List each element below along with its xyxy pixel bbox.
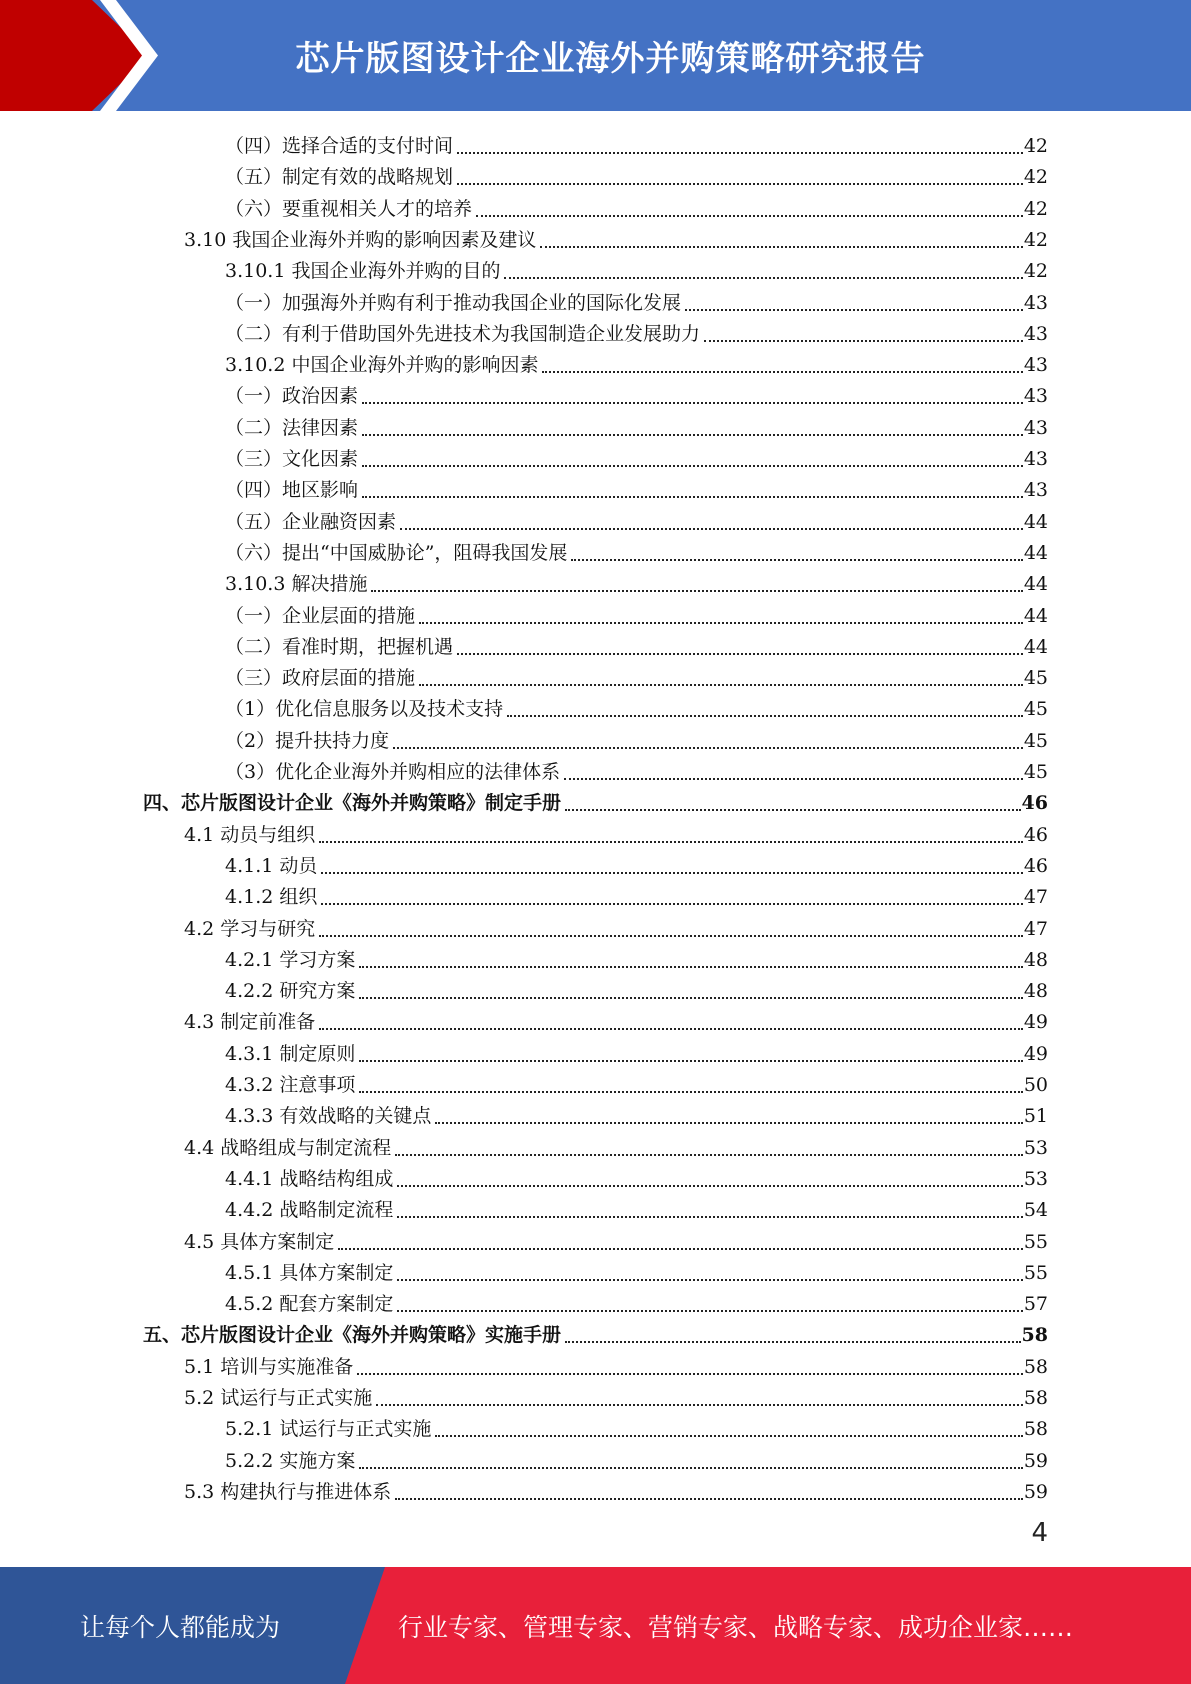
toc-entry[interactable] <box>225 1410 1048 1441</box>
toc-entry-label: 3.10.1 我国企业海外并购的目的 <box>225 260 501 283</box>
toc-entry-page: 43 <box>1023 354 1048 377</box>
toc-entry-label: 5.3 构建执行与推进体系 <box>184 1480 392 1503</box>
toc-leader-dots <box>457 183 1023 185</box>
toc-entry-page: 44 <box>1023 541 1048 564</box>
toc-entry[interactable] <box>225 1442 1048 1473</box>
toc-entry[interactable] <box>225 190 1048 221</box>
toc-entry[interactable] <box>225 941 1048 972</box>
toc-entry[interactable] <box>225 346 1048 377</box>
toc-entry[interactable] <box>225 377 1048 408</box>
toc-entry-page: 43 <box>1023 448 1048 470</box>
footer-slogan-right: 行业专家、管理专家、营销专家、战略专家、成功企业家…… <box>398 1612 1074 1642</box>
toc-entry[interactable] <box>225 503 1048 534</box>
toc-entry-page: 47 <box>1023 886 1048 909</box>
toc-entry-label: （三）文化因素 <box>225 448 359 470</box>
toc-entry-label: （三）政府层面的措施 <box>225 667 416 690</box>
toc-entry-label: 4.1 动员与组织 <box>184 823 316 846</box>
toc-entry[interactable] <box>184 1348 1048 1379</box>
toc-entry-label: 4.4.2 战略制定流程 <box>225 1199 394 1222</box>
toc-entry-label: （二）有利于借助国外先进技术为我国制造企业发展助力 <box>225 322 701 345</box>
toc-leader-dots <box>476 215 1023 217</box>
toc-leader-dots <box>359 1060 1022 1062</box>
toc-entry[interactable] <box>225 878 1048 909</box>
toc-entry-label: 3.10.2 中国企业海外并购的影响因素 <box>225 354 539 377</box>
toc-entry-page: 57 <box>1023 1293 1048 1316</box>
toc-entry-label: （2）提升扶持力度 <box>225 729 390 752</box>
toc-entry-label: 3.10 我国企业海外并购的影响因素及建议 <box>184 228 537 251</box>
toc-entry-page: 54 <box>1023 1199 1048 1222</box>
toc-entry-label: 4.1.1 动员 <box>225 854 318 877</box>
toc-leader-dots <box>362 402 1023 404</box>
toc-entry-label: 4.3.2 注意事项 <box>225 1074 356 1096</box>
toc-entry-page: 44 <box>1023 604 1048 627</box>
toc-entry[interactable] <box>225 1285 1048 1316</box>
toc-entry-label: （六）提出“中国威胁论”，阻碍我国发展 <box>225 541 568 564</box>
toc-entry-label: 4.5 具体方案制定 <box>184 1230 335 1253</box>
toc-entry-page: 58 <box>1023 1418 1048 1441</box>
toc-entry[interactable] <box>225 471 1048 502</box>
toc-entry-page: 42 <box>1023 166 1048 189</box>
toc-entry-page: 43 <box>1023 291 1048 314</box>
toc-entry[interactable] <box>225 534 1048 565</box>
toc-leader-dots <box>393 747 1023 749</box>
toc-entry-label: 5.1 培训与实施准备 <box>184 1355 354 1378</box>
toc-entry-page: 48 <box>1023 980 1048 1003</box>
page-number: 4 <box>1031 1518 1048 1548</box>
toc-entry-page: 55 <box>1023 1261 1048 1284</box>
toc-entry[interactable] <box>225 284 1048 315</box>
toc-leader-dots <box>564 778 1023 780</box>
footer-slogan-left: 让每个人都能成为 <box>79 1612 280 1642</box>
toc-entry[interactable] <box>225 1191 1048 1222</box>
header-arrow-graphic <box>0 0 160 111</box>
toc-entry-page: 45 <box>1023 729 1048 752</box>
toc-entry[interactable] <box>143 1316 1048 1347</box>
toc-entry-label: 4.3.1 制定原则 <box>225 1042 356 1065</box>
toc-leader-dots <box>376 1404 1023 1406</box>
toc-entry-page: 59 <box>1023 1449 1048 1472</box>
toc-entry-label: （六）要重视相关人才的培养 <box>225 197 473 220</box>
toc-entry-label: 4.3 制定前准备 <box>184 1011 316 1034</box>
toc-entry[interactable] <box>184 816 1048 847</box>
toc-leader-dots <box>321 872 1022 874</box>
toc-entry-page: 42 <box>1023 135 1048 157</box>
toc-entry[interactable] <box>184 1223 1048 1254</box>
toc-entry[interactable] <box>225 597 1048 628</box>
toc-leader-dots <box>359 997 1022 999</box>
toc-leader-dots <box>565 1341 1021 1343</box>
toc-entry-label: 4.3.3 有效战略的关键点 <box>225 1105 432 1128</box>
toc-entry[interactable] <box>225 1066 1048 1097</box>
toc-entry[interactable] <box>225 659 1048 690</box>
toc-entry[interactable] <box>225 127 1048 158</box>
toc-leader-dots <box>704 340 1023 342</box>
toc-entry[interactable] <box>225 409 1048 440</box>
toc-entry[interactable] <box>225 847 1048 878</box>
toc-entry-label: 四、芯片版图设计企业《海外并购策略》制定手册 <box>143 792 562 815</box>
toc-entry[interactable] <box>184 1473 1048 1504</box>
header-title: 芯片版图设计企业海外并购策略研究报告 <box>295 39 926 79</box>
toc-entry-page: 53 <box>1023 1167 1048 1190</box>
toc-leader-dots <box>419 622 1023 624</box>
toc-leader-dots <box>395 1498 1023 1500</box>
toc-entry-label: （二）法律因素 <box>225 416 359 439</box>
toc-leader-dots <box>507 715 1023 717</box>
toc-entry-page: 53 <box>1023 1136 1048 1159</box>
toc-entry-label: （3）优化企业海外并购相应的法律体系 <box>225 761 561 783</box>
toc-entry-page: 43 <box>1023 479 1048 502</box>
toc-leader-dots <box>397 1279 1022 1281</box>
toc-entry[interactable] <box>184 1003 1048 1034</box>
toc-entry-page: 42 <box>1023 228 1048 251</box>
toc-leader-dots <box>357 1373 1023 1375</box>
toc-entry[interactable] <box>225 1035 1048 1066</box>
toc-entry-label: （四）选择合适的支付时间 <box>225 135 454 157</box>
toc-entry-label: 4.4 战略组成与制定流程 <box>184 1136 392 1159</box>
toc-leader-dots <box>419 684 1023 686</box>
toc-entry-label: 5.2.2 实施方案 <box>225 1449 356 1472</box>
toc-leader-dots <box>395 1154 1023 1156</box>
toc-leader-dots <box>362 434 1023 436</box>
toc-leader-dots <box>542 371 1022 373</box>
toc-entry[interactable] <box>225 252 1048 283</box>
toc-leader-dots <box>457 152 1023 154</box>
toc-entry-label: 五、芯片版图设计企业《海外并购策略》实施手册 <box>143 1324 562 1347</box>
toc-leader-dots <box>338 1248 1023 1250</box>
toc-entry-label: 4.2 学习与研究 <box>184 917 316 940</box>
toc-entry-page: 48 <box>1023 948 1048 971</box>
toc-leader-dots <box>571 559 1022 561</box>
toc-leader-dots <box>685 309 1023 311</box>
toc-entry-label: （二）看准时期，把握机遇 <box>225 635 454 658</box>
toc-entry-page: 44 <box>1023 635 1048 658</box>
toc-entry-page: 46 <box>1021 792 1048 815</box>
toc-leader-dots <box>319 1028 1023 1030</box>
toc-entry-page: 42 <box>1023 260 1048 283</box>
toc-entry-label: （五）制定有效的战略规划 <box>225 166 454 189</box>
toc-entry-label: （1）优化信息服务以及技术支持 <box>225 698 504 721</box>
toc-entry-page: 45 <box>1023 667 1048 690</box>
toc-leader-dots <box>371 590 1022 592</box>
toc-entry[interactable] <box>143 784 1048 815</box>
toc-entry[interactable] <box>225 972 1048 1003</box>
toc-leader-dots <box>435 1122 1022 1124</box>
toc-entry[interactable] <box>225 1097 1048 1128</box>
toc-entry-label: 4.1.2 组织 <box>225 886 318 909</box>
toc-entry-page: 58 <box>1023 1355 1048 1378</box>
toc-entry[interactable] <box>225 565 1048 596</box>
toc-leader-dots <box>400 528 1023 530</box>
toc-entry-label: （一）政治因素 <box>225 385 359 408</box>
toc-leader-dots <box>397 1310 1022 1312</box>
toc-entry[interactable] <box>225 690 1048 721</box>
toc-leader-dots <box>319 841 1023 843</box>
toc-entry-label: （一）企业层面的措施 <box>225 604 416 627</box>
toc-entry-page: 49 <box>1023 1042 1048 1065</box>
toc-entry-page: 47 <box>1023 917 1048 940</box>
toc-entry-page: 46 <box>1023 854 1048 877</box>
toc-entry-label: 5.2 试运行与正式实施 <box>184 1387 373 1409</box>
toc-entry-page: 55 <box>1023 1230 1048 1253</box>
toc-entry[interactable] <box>184 1379 1048 1410</box>
toc-leader-dots <box>504 277 1022 279</box>
toc-entry[interactable] <box>225 722 1048 753</box>
toc-leader-dots <box>435 1435 1022 1437</box>
toc-entry-page: 43 <box>1023 322 1048 345</box>
page-footer <box>0 1567 1191 1684</box>
toc-entry-page: 50 <box>1023 1074 1048 1096</box>
toc-leader-dots <box>397 1185 1022 1187</box>
toc-entry[interactable] <box>225 753 1048 784</box>
toc-entry-page: 58 <box>1021 1324 1048 1347</box>
toc-entry[interactable] <box>225 1254 1048 1285</box>
toc-entry[interactable] <box>184 1129 1048 1160</box>
toc-entry-page: 45 <box>1023 761 1048 783</box>
toc-leader-dots <box>362 465 1023 467</box>
toc-entry-label: 4.2.2 研究方案 <box>225 980 356 1003</box>
toc-leader-dots <box>359 966 1022 968</box>
page-header <box>0 0 1191 111</box>
toc-entry[interactable] <box>184 221 1048 252</box>
toc-entry-label: （四）地区影响 <box>225 479 359 502</box>
toc-entry-page: 46 <box>1023 823 1048 846</box>
toc-leader-dots <box>359 1467 1022 1469</box>
toc-entry-page: 45 <box>1023 698 1048 721</box>
toc-entry-label: 5.2.1 试运行与正式实施 <box>225 1418 432 1441</box>
toc-entry-label: （五）企业融资因素 <box>225 510 397 533</box>
toc-entry-label: 4.5.1 具体方案制定 <box>225 1261 394 1284</box>
toc-entry-page: 44 <box>1023 573 1048 596</box>
toc-entry-label: （一）加强海外并购有利于推动我国企业的国际化发展 <box>225 291 682 314</box>
toc-leader-dots <box>565 809 1021 811</box>
toc-entry-page: 51 <box>1023 1105 1048 1128</box>
toc-entry[interactable] <box>225 1160 1048 1191</box>
toc-entry[interactable] <box>184 910 1048 941</box>
toc-entry-page: 42 <box>1023 197 1048 220</box>
toc-entry-label: 3.10.3 解决措施 <box>225 573 368 596</box>
toc-leader-dots <box>397 1216 1022 1218</box>
toc-entry-page: 43 <box>1023 385 1048 408</box>
toc-entry-label: 4.2.1 学习方案 <box>225 948 356 971</box>
toc-leader-dots <box>319 935 1023 937</box>
toc-entry[interactable] <box>225 158 1048 189</box>
toc-leader-dots <box>457 653 1023 655</box>
toc-entry-label: 4.5.2 配套方案制定 <box>225 1293 394 1316</box>
toc-entry-label: 4.4.1 战略结构组成 <box>225 1167 394 1190</box>
toc-entry-page: 58 <box>1023 1387 1048 1409</box>
toc-entry-page: 43 <box>1023 416 1048 439</box>
toc-leader-dots <box>362 496 1023 498</box>
toc-entry-page: 59 <box>1023 1480 1048 1503</box>
toc-leader-dots <box>540 246 1022 248</box>
toc-entry[interactable] <box>225 628 1048 659</box>
toc-entry[interactable] <box>225 315 1048 346</box>
toc-leader-dots <box>321 903 1022 905</box>
toc-leader-dots <box>359 1091 1022 1093</box>
toc-entry[interactable] <box>225 440 1048 471</box>
toc-entry-page: 44 <box>1023 510 1048 533</box>
toc-entry-page: 49 <box>1023 1011 1048 1034</box>
